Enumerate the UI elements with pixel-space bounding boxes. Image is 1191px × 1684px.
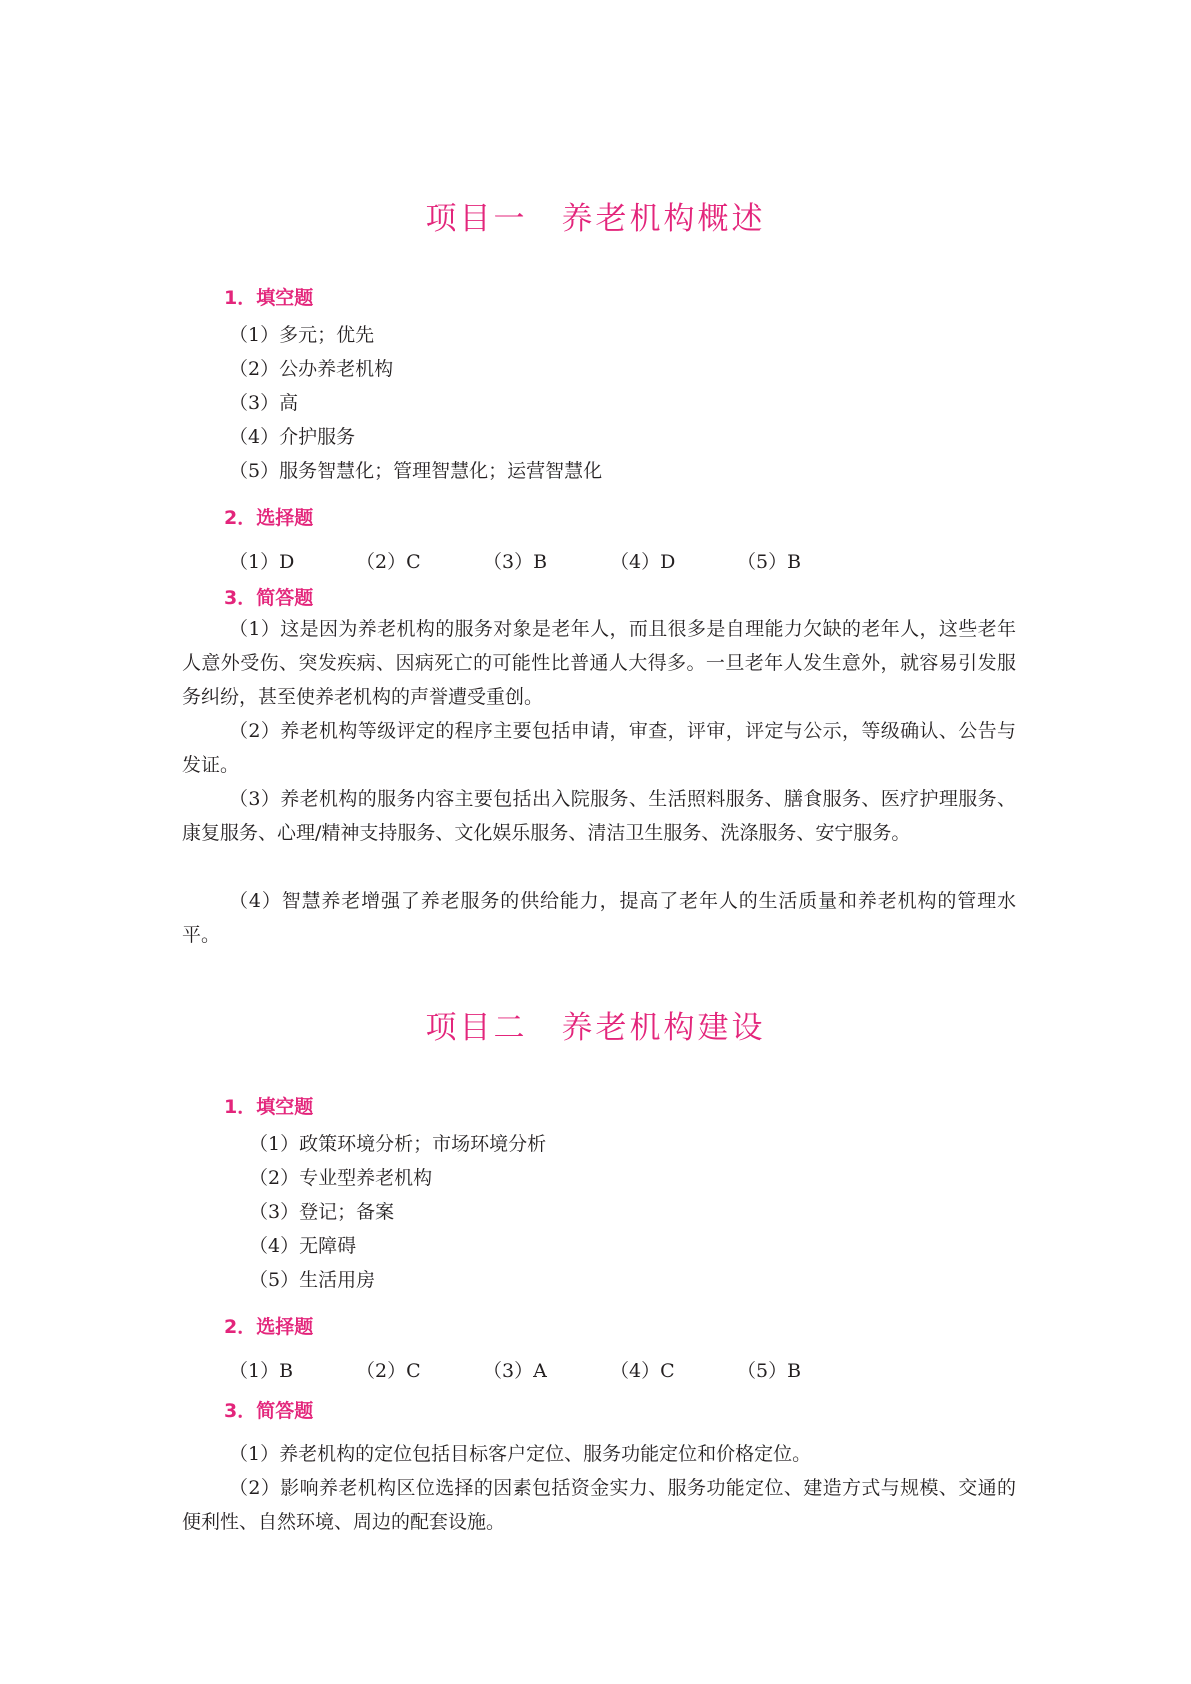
project1-fill-item-5: （5）服务智慧化；管理智慧化；运营智慧化: [229, 460, 603, 482]
project1-title-number: 项目一: [425, 201, 528, 237]
project2-fill-item-1: （1）政策环境分析；市场环境分析: [249, 1133, 547, 1155]
project2-fill-heading: 1．填空题: [224, 1096, 314, 1118]
project1-short-answer-3: （3）养老机构的服务内容主要包括出入院服务、生活照料服务、膳食服务、医疗护理服务、康复服务、心理/精神支持服务、文化娱乐服务、清洁卫生服务、洗涤服务、安宁服务。: [182, 788, 1016, 844]
project2-title-name: 养老机构建设: [561, 1010, 766, 1046]
project1-short-answer-1: （1）这是因为养老机构的服务对象是老年人，而且很多是自理能力欠缺的老年人，这些老年人意外受伤、突发疾病、因病死亡的可能性比普通人大得多。一旦老年人发生意外，就容易引发服务纠纷，甚至使养老机构的声誉遭受重创。: [182, 618, 1016, 708]
project1-choice-heading: 2．选择题: [224, 507, 314, 529]
project2-choice-1: （1）B: [229, 1360, 294, 1382]
project1-choice-3: （3）B: [483, 551, 548, 573]
project2-fill-item-2: （2）专业型养老机构: [249, 1167, 433, 1189]
project2-choice-heading: 2．选择题: [224, 1316, 314, 1338]
project1-short-answer-4: （4）智慧养老增强了养老服务的供给能力，提高了老年人的生活质量和养老机构的管理水平。: [182, 890, 1016, 946]
project2-fill-item-3: （3）登记；备案: [249, 1201, 395, 1223]
project1-short-heading: 3．简答题: [224, 587, 314, 609]
project1-title: [0, 193, 1191, 238]
project1-choice-4: （4）D: [610, 551, 676, 573]
project2-title-number: 项目二: [425, 1010, 528, 1046]
project1-short-answer-2: （2）养老机构等级评定的程序主要包括申请，审查，评审，评定与公示，等级确认、公告与发证。: [182, 720, 1016, 776]
project2-short-answer-2: （2）影响养老机构区位选择的因素包括资金实力、服务功能定位、建造方式与规模、交通的便利性、自然环境、周边的配套设施。: [182, 1477, 1016, 1533]
project1-fill-item-3: （3）高: [229, 392, 299, 414]
project2-choice-5: （5）B: [737, 1360, 802, 1382]
project1-title-name: 养老机构概述: [561, 201, 766, 237]
project2-choice-3: （3）A: [483, 1360, 547, 1382]
project2-short-answer-1: （1）养老机构的定位包括目标客户定位、服务功能定位和价格定位。: [229, 1443, 812, 1465]
project2-choice-row: [229, 1356, 864, 1383]
project2-choice-2: （2）C: [356, 1360, 421, 1382]
project1-choice-1: （1）D: [229, 551, 295, 573]
project2-fill-item-5: （5）生活用房: [249, 1269, 376, 1291]
project1-choice-5: （5）B: [737, 551, 802, 573]
project1-choice-row: [229, 547, 864, 574]
project2-short-heading: 3．简答题: [224, 1400, 314, 1422]
project1-fill-item-4: （4）介护服务: [229, 426, 356, 448]
project1-fill-item-1: （1）多元；优先: [229, 324, 375, 346]
project1-fill-item-2: （2）公办养老机构: [229, 358, 394, 380]
project2-choice-4: （4）C: [610, 1360, 675, 1382]
project1-fill-heading: 1．填空题: [224, 287, 314, 309]
project2-fill-item-4: （4）无障碍: [249, 1235, 357, 1257]
project1-choice-2: （2）C: [356, 551, 421, 573]
project2-title: [0, 1002, 1191, 1047]
